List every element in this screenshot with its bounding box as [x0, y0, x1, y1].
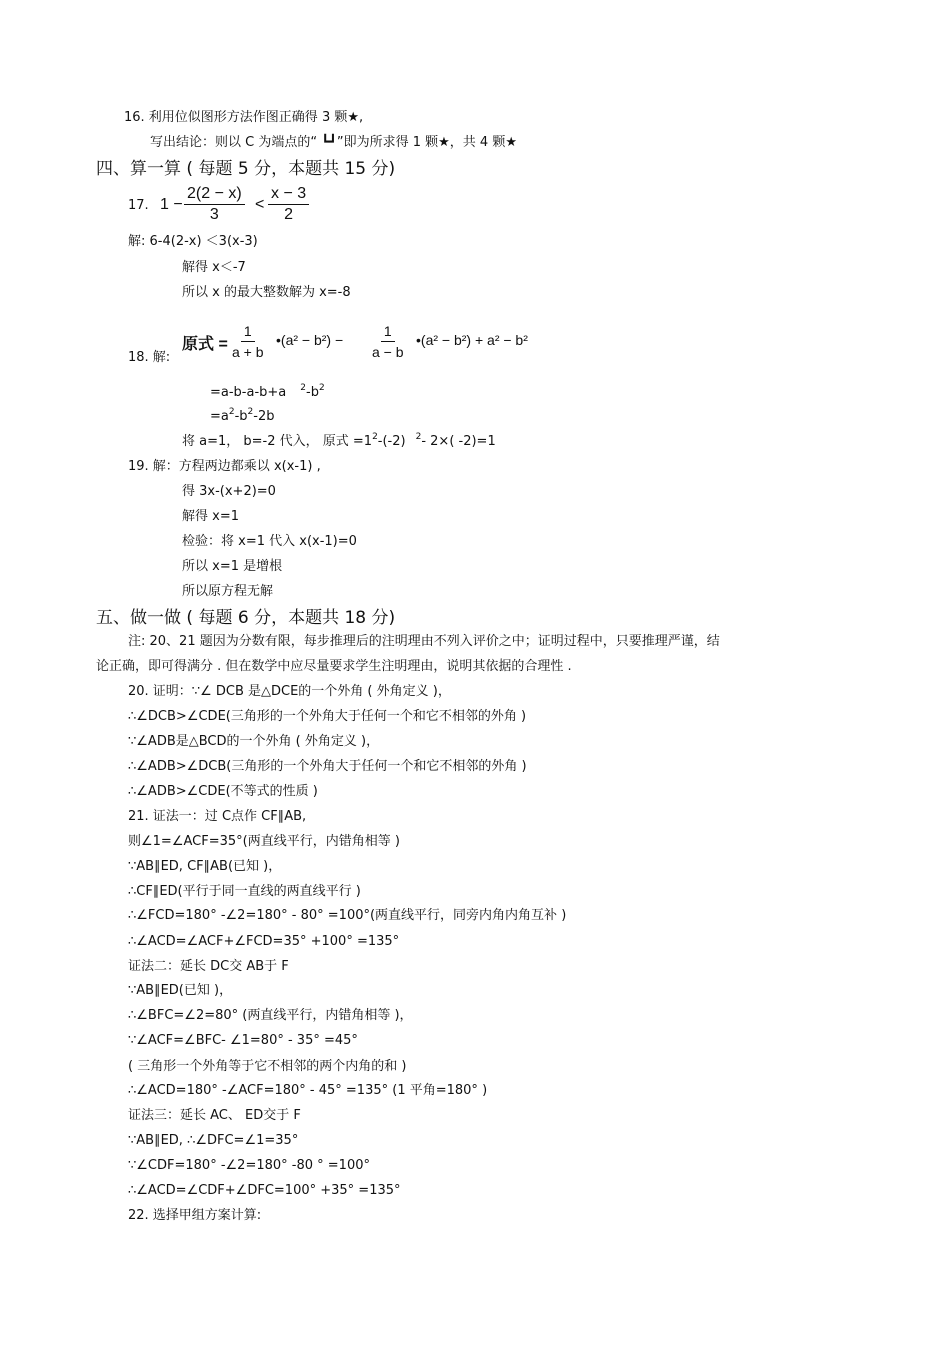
q18-fraction-1-numerator: 1 [241, 321, 255, 342]
q21-line-1: 21. 证法一：过 C点作 CF∥AB, [128, 809, 307, 824]
q18-line-2-a: =a [210, 409, 229, 424]
q18-sup: 2 [247, 407, 254, 417]
q21-line-9: ∴∠BFC=∠2=80° (两直线平行，内错角相等 )， [128, 1008, 413, 1023]
q19-line-3: 解得 x=1 [182, 509, 239, 524]
q21-line-2: 则∠1=∠ACF=35°(两直线平行，内错角相等 ) [128, 834, 400, 849]
q21-line-3: ∵AB∥ED, CF∥AB(已知 )， [128, 859, 282, 874]
q19-line-6: 所以原方程无解 [182, 584, 274, 599]
q18-sup: 2 [372, 432, 378, 442]
q21-line-10: ∵∠ACF=∠BFC- ∠1=80° - 35° =45° [128, 1033, 358, 1048]
q17-left-denominator: 3 [209, 206, 219, 223]
q18-sup: 2 [228, 407, 235, 417]
q19-line-5: 所以 x=1 是增根 [182, 559, 283, 574]
section-4-heading: 四、算一算 ( 每题 5 分，本题共 15 分) [96, 159, 396, 179]
q17-one-minus: 1 − [160, 196, 183, 213]
q17-less-than: < [255, 196, 265, 213]
q18-fraction-1 [232, 321, 264, 362]
q21-line-12: ∴∠ACD=180° -∠ACF=180° - 45° =135° (1 平角=180° ) [128, 1083, 488, 1098]
q16-line1: 16. 利用位似图形方法作图正确得 3 颗★, [124, 110, 364, 125]
note-line-1: 注: 20、21 题因为分数有限，每步推理后的注明理由不列入评价之中；证明过程中，只要推理严谨，结 [128, 634, 720, 649]
q18-line-3-a: 将 a=1， b=-2 代入， 原式 =1 [182, 434, 373, 449]
q18-line-3-c: - 2×( -2)=1 [421, 434, 496, 449]
q18-fraction-2 [372, 321, 404, 362]
q17-right-fraction [268, 184, 309, 225]
q21-line-4: ∴CF∥ED(平行于同一直线的两直线平行 ) [128, 884, 361, 899]
q21-line-11: ( 三角形一个外角等于它不相邻的两个内角的和 ) [128, 1059, 407, 1074]
q19-line-4: 检验：将 x=1 代入 x(x-1)=0 [182, 534, 357, 549]
q22-line-1: 22. 选择甲组方案计算: [128, 1208, 262, 1223]
q19-line-2: 得 3x-(x+2)=0 [182, 484, 276, 499]
note-line-2: 论正确，即可得满分 . 但在数学中应尽量要求学生注明理由，说明其依据的合理性 . [96, 659, 572, 674]
q18-sup: 2 [415, 432, 422, 442]
q21-line-5: ∴∠FCD=180° -∠2=180° - 80° =100°(两直线平行，同旁内角内角互补 ) [128, 908, 567, 923]
q17-right-denominator: 2 [284, 206, 294, 223]
q18-middle-2: •(a² − b²) + a² − b² [416, 332, 528, 348]
q18-line-3-b: -(-2) [377, 434, 406, 449]
q18-sup: 2 [318, 383, 325, 393]
q21-line-13: 证法三：延长 AC、 ED交于 F [128, 1108, 301, 1123]
q19-line-1: 19. 解：方程两边都乘以 x(x-1) , [128, 459, 321, 474]
q20-line-1: 20. 证明：∵∠ DCB 是△DCE的一个外角 ( 外角定义 )， [128, 684, 451, 699]
q21-line-16: ∴∠ACD=∠CDF+∠DFC=100° +35° =135° [128, 1183, 401, 1198]
q18-fraction-2-numerator: 1 [381, 321, 395, 342]
q18-number: 18. 解: [128, 350, 171, 365]
q18-line-2-b: -b [234, 409, 248, 424]
q20-line-5: ∴∠ADB>∠CDE(不等式的性质 ) [128, 784, 318, 799]
q20-line-3: ∵∠ADB是△BCD的一个外角 ( 外角定义 )， [128, 734, 380, 749]
q17-left-fraction [184, 184, 245, 225]
q21-line-8: ∵AB∥ED(已知 )， [128, 983, 233, 998]
q21-line-7: 证法二：延长 DC交 AB于 F [128, 959, 289, 974]
q21-line-14: ∵AB∥ED, ∴∠DFC=∠1=35° [128, 1133, 299, 1148]
q18-line-2 [210, 409, 275, 425]
q18-line-2-c: -2b [253, 409, 275, 424]
q18-fraction-1-denominator: a + b [232, 344, 264, 360]
q17-left-numerator: 2(2 − x) [184, 184, 245, 205]
q18-line-1 [210, 385, 325, 401]
q21-line-15: ∵∠CDF=180° -∠2=180° -80 ° =100° [128, 1158, 370, 1173]
q17-solution-2: 解得 x＜-7 [182, 260, 246, 275]
q18-yuanshi: 原式 = [182, 336, 228, 353]
q18-line-1-a: =a-b-a-b+a [210, 385, 287, 400]
q20-line-2: ∴∠DCB>∠CDE(三角形的一个外角大于任何一个和它不相邻的外角 ) [128, 709, 527, 724]
q18-sup: 2 [300, 383, 306, 393]
q16-line2: 写出结论：则以 C 为端点的“ ┗┛”即为所求得 1 颗★，共 4 颗★ [150, 135, 517, 150]
section-5-heading: 五、做一做 ( 每题 6 分，本题共 18 分) [96, 608, 396, 628]
q17-solution-1: 解: 6-4(2-x) ＜3(x-3) [128, 234, 258, 249]
q18-middle-1: •(a² − b²) − [276, 332, 344, 348]
q18-line-3 [182, 434, 496, 450]
q17-solution-3: 所以 x 的最大整数解为 x=-8 [182, 285, 351, 300]
q18-fraction-2-denominator: a − b [372, 344, 404, 360]
q18-line-1-b: -b [306, 385, 319, 400]
q17-right-numerator: x − 3 [268, 184, 309, 205]
q17-number: 17. [128, 198, 149, 213]
q20-line-4: ∴∠ADB>∠DCB(三角形的一个外角大于任何一个和它不相邻的外角 ) [128, 759, 527, 774]
q21-line-6: ∴∠ACD=∠ACF+∠FCD=35° +100° =135° [128, 934, 400, 949]
